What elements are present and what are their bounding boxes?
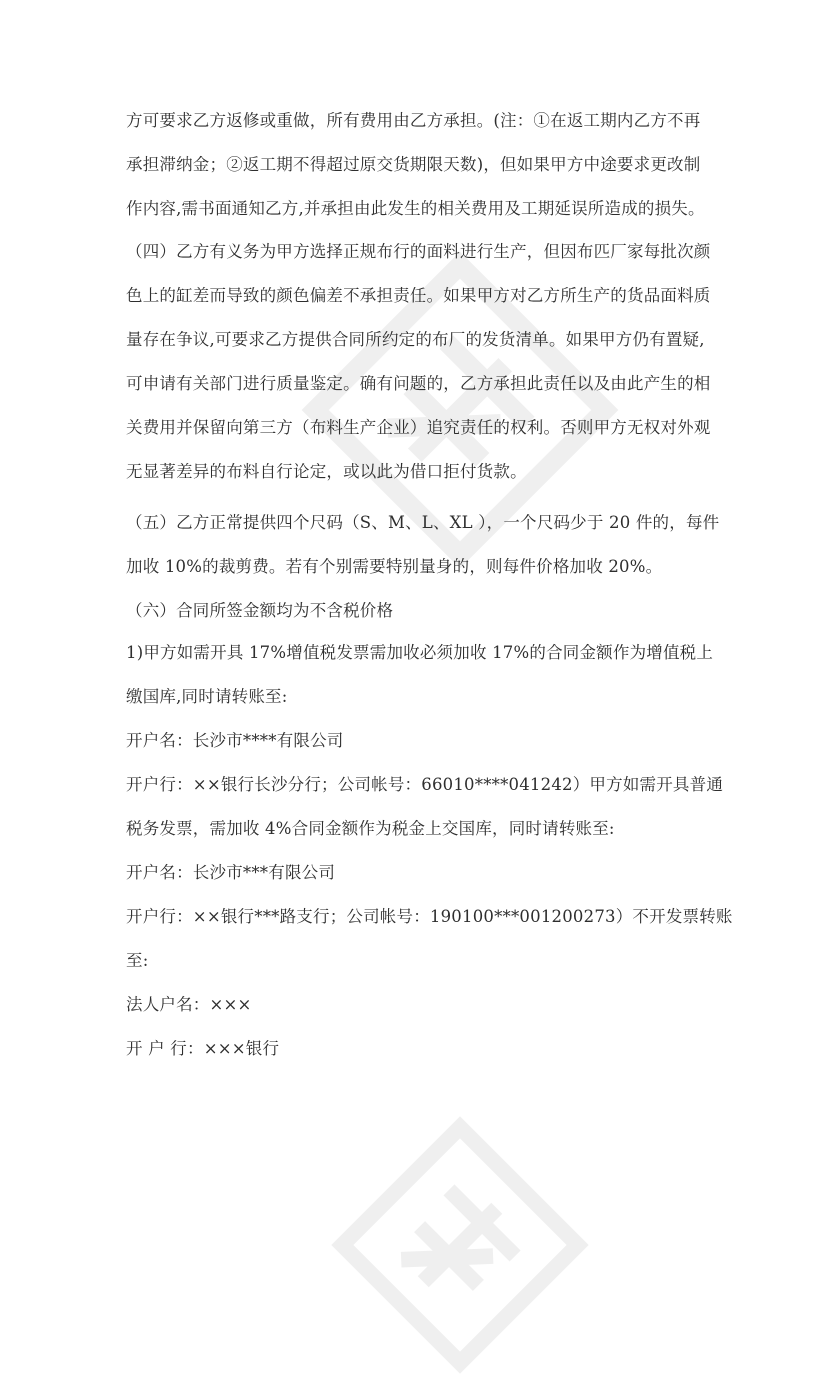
section-five-heading-line: （五）乙方正常提供四个尺码（S、M、L、XL ），一个尺码少于 20 件的，每件 — [126, 513, 720, 532]
text-line: 无显著差异的布料自行论定，或以此为借口拒付货款。 — [126, 462, 527, 481]
text-line: 色上的缸差而导致的颜色偏差不承担责任。如果甲方对乙方所生产的货品面料质 — [126, 286, 711, 305]
bank-name-line: 开 户 行：×××银行 — [126, 1039, 280, 1058]
text-line: 量存在争议,可要求乙方提供合同所约定的布厂的发货清单。如果甲方仍有置疑, — [126, 330, 705, 349]
text-line: 方可要求乙方返修或重做，所有费用由乙方承担。(注：①在返工期内乙方不再 — [126, 111, 701, 130]
legal-account-name-line: 法人户名：××× — [126, 995, 252, 1014]
watermark-logo-icon — [330, 1115, 590, 1375]
text-line: 加收 10%的裁剪费。若有个别需要特别量身的，则每件价格加收 20%。 — [126, 557, 663, 576]
bank-account-line: 开户行：××银行长沙分行；公司帐号：66010****041242）甲方如需开具普通 — [126, 775, 724, 794]
account-name-line: 开户名：长沙市***有限公司 — [126, 863, 336, 882]
text-line: 作内容,需书面通知乙方,并承担由此发生的相关费用及工期延误所造成的损失。 — [126, 199, 705, 218]
bank-account-line: 开户行：××银行***路支行；公司帐号：190100***001200273）不开发票转账 — [126, 907, 733, 926]
section-four-heading-line: （四）乙方有义务为甲方选择正规布行的面料进行生产，但因布匹厂家每批次颜 — [126, 242, 711, 261]
text-line: 缴国库,同时请转账至: — [126, 687, 288, 706]
text-line: 关费用并保留向第三方（布料生产企业）追究责任的权利。否则甲方无权对外观 — [126, 418, 711, 437]
text-line: 至: — [126, 951, 149, 970]
account-name-line: 开户名：长沙市****有限公司 — [126, 731, 344, 750]
text-line: 税务发票，需加收 4%合同金额作为税金上交国库，同时请转账至: — [126, 819, 615, 838]
text-line: 承担滞纳金；②返工期不得超过原交货期限天数)，但如果甲方中途要求更改制 — [126, 155, 701, 174]
text-line: 可申请有关部门进行质量鉴定。确有问题的，乙方承担此责任以及由此产生的相 — [126, 374, 711, 393]
section-six-heading-line: （六）合同所签金额均为不含税价格 — [126, 601, 394, 620]
text-line: 1)甲方如需开具 17%增值税发票需加收必须加收 17%的合同金额作为增值税上 — [126, 643, 714, 662]
